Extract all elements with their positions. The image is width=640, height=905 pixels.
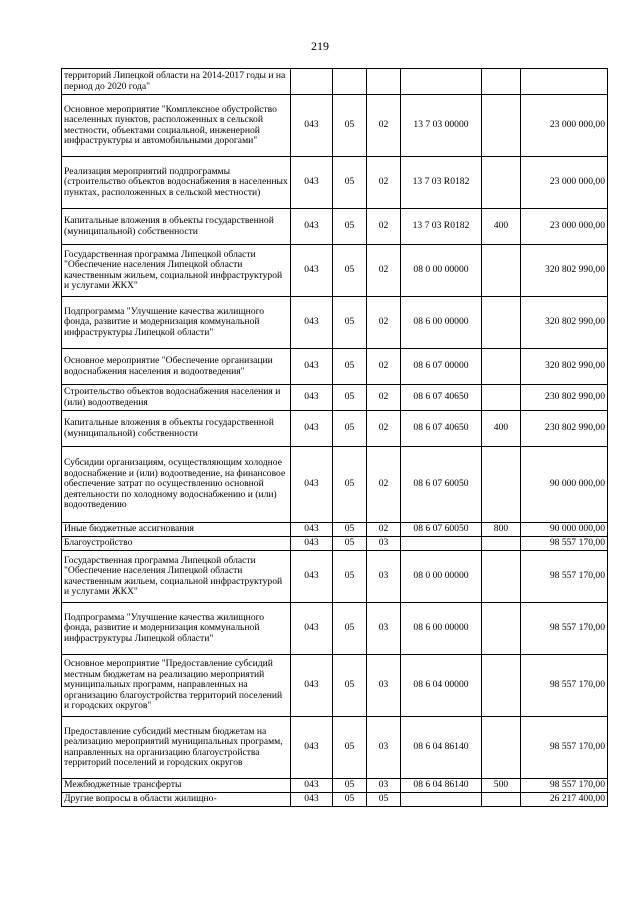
row-name-cell: Основное мероприятие "Предоставление субсидий местным бюджетам на реализацию мероприятий муниципальных программ, направленных на организацию благоустройства территорий поселений и городских округов" [62, 655, 291, 717]
amount-cell: 230 802 990,00 [521, 411, 608, 447]
budget-table-body [62, 69, 608, 807]
table-row [62, 95, 608, 157]
expense-type-cell [482, 551, 521, 603]
subsection-code-cell: 02 [367, 385, 401, 411]
amount-cell: 23 000 000,00 [521, 157, 608, 209]
subsection-code-cell: 03 [367, 717, 401, 779]
expense-type-cell [482, 349, 521, 385]
budget-table [61, 68, 608, 807]
row-name-cell: Межбюджетные трансферты [62, 779, 291, 793]
expense-type-cell [482, 655, 521, 717]
row-name-cell: Иные бюджетные ассигнования [62, 523, 291, 537]
section-code-cell: 05 [333, 717, 367, 779]
expense-type-cell [482, 297, 521, 349]
expense-type-cell [482, 447, 521, 523]
table-row [62, 793, 608, 807]
section-code-cell: 05 [333, 603, 367, 655]
section-code-cell: 05 [333, 411, 367, 447]
target-code-cell: 08 6 00 00000 [401, 603, 482, 655]
target-code-cell: 08 6 04 86140 [401, 717, 482, 779]
ministry-code-cell: 043 [291, 297, 333, 349]
row-name-cell: Подпрограмма "Улучшение качества жилищного фонда, развитие и модернизация коммунальной инфраструктуры Липецкой области" [62, 603, 291, 655]
subsection-code-cell: 03 [367, 551, 401, 603]
expense-type-cell: 400 [482, 209, 521, 245]
section-code-cell: 05 [333, 95, 367, 157]
table-row [62, 245, 608, 297]
table-row [62, 385, 608, 411]
table-row [62, 69, 608, 95]
ministry-code-cell: 043 [291, 157, 333, 209]
table-row [62, 447, 608, 523]
target-code-cell: 08 6 04 00000 [401, 655, 482, 717]
ministry-code-cell: 043 [291, 779, 333, 793]
subsection-code-cell: 02 [367, 157, 401, 209]
section-code-cell: 05 [333, 157, 367, 209]
ministry-code-cell: 043 [291, 209, 333, 245]
subsection-code-cell: 02 [367, 297, 401, 349]
amount-cell: 23 000 000,00 [521, 95, 608, 157]
amount-cell: 98 557 170,00 [521, 551, 608, 603]
ministry-code-cell: 043 [291, 603, 333, 655]
amount-cell: 90 000 000,00 [521, 447, 608, 523]
ministry-code-cell: 043 [291, 411, 333, 447]
amount-cell: 23 000 000,00 [521, 209, 608, 245]
row-name-cell: Строительство объектов водоснабжения населения и (или) водоотведения [62, 385, 291, 411]
section-code-cell: 05 [333, 779, 367, 793]
row-name-cell: Основное мероприятие "Обеспечение организации водоснабжения населения и водоотведения" [62, 349, 291, 385]
expense-type-cell [482, 95, 521, 157]
ministry-code-cell: 043 [291, 655, 333, 717]
amount-cell: 98 557 170,00 [521, 655, 608, 717]
expense-type-cell: 800 [482, 523, 521, 537]
expense-type-cell [482, 717, 521, 779]
section-code-cell: 05 [333, 537, 367, 551]
table-row [62, 779, 608, 793]
table-row [62, 411, 608, 447]
table-row [62, 157, 608, 209]
row-name-cell: Подпрограмма "Улучшение качества жилищного фонда, развитие и модернизация коммунальной инфраструктуры Липецкой области" [62, 297, 291, 349]
target-code-cell: 08 6 04 86140 [401, 779, 482, 793]
expense-type-cell [482, 537, 521, 551]
row-name-cell: Государственная программа Липецкой области "Обеспечение населения Липецкой области качественным жильем, социальной инфраструктурой и услугами ЖКХ" [62, 551, 291, 603]
table-row [62, 551, 608, 603]
section-code-cell: 05 [333, 385, 367, 411]
ministry-code-cell: 043 [291, 717, 333, 779]
section-code-cell: 05 [333, 297, 367, 349]
amount-cell [521, 69, 608, 95]
subsection-code-cell: 02 [367, 411, 401, 447]
ministry-code-cell: 043 [291, 95, 333, 157]
expense-type-cell: 400 [482, 411, 521, 447]
amount-cell: 26 217 400,00 [521, 793, 608, 807]
section-code-cell: 05 [333, 551, 367, 603]
subsection-code-cell: 02 [367, 349, 401, 385]
row-name-cell: Основное мероприятие "Комплексное обустройство населенных пунктов, расположенных в сельской местности, объектами социальной, инженерной инфраструктуры и автомобильными дорогами" [62, 95, 291, 157]
ministry-code-cell: 043 [291, 245, 333, 297]
ministry-code-cell: 043 [291, 551, 333, 603]
subsection-code-cell: 03 [367, 655, 401, 717]
expense-type-cell: 500 [482, 779, 521, 793]
section-code-cell: 05 [333, 349, 367, 385]
section-code-cell [333, 69, 367, 95]
amount-cell: 90 000 000,00 [521, 523, 608, 537]
subsection-code-cell: 02 [367, 209, 401, 245]
amount-cell: 98 557 170,00 [521, 537, 608, 551]
subsection-code-cell: 03 [367, 779, 401, 793]
expense-type-cell [482, 245, 521, 297]
section-code-cell: 05 [333, 793, 367, 807]
row-name-cell: Государственная программа Липецкой области "Обеспечение населения Липецкой области качественным жильем, социальной инфраструктурой и услугами ЖКХ" [62, 245, 291, 297]
target-code-cell: 08 6 07 40650 [401, 411, 482, 447]
ministry-code-cell: 043 [291, 523, 333, 537]
row-name-cell: Капитальные вложения в объекты государственной (муниципальной) собственности [62, 209, 291, 245]
row-name-cell: Благоустройство [62, 537, 291, 551]
target-code-cell: 08 6 07 00000 [401, 349, 482, 385]
amount-cell: 320 802 990,00 [521, 297, 608, 349]
amount-cell: 98 557 170,00 [521, 717, 608, 779]
ministry-code-cell: 043 [291, 447, 333, 523]
ministry-code-cell: 043 [291, 385, 333, 411]
page-number: 219 [311, 39, 329, 53]
amount-cell: 320 802 990,00 [521, 245, 608, 297]
target-code-cell [401, 537, 482, 551]
section-code-cell: 05 [333, 523, 367, 537]
target-code-cell: 08 0 00 00000 [401, 551, 482, 603]
expense-type-cell [482, 69, 521, 95]
subsection-code-cell: 02 [367, 95, 401, 157]
subsection-code-cell: 02 [367, 447, 401, 523]
target-code-cell: 08 6 07 60050 [401, 447, 482, 523]
expense-type-cell [482, 793, 521, 807]
row-name-cell: Другие вопросы в области жилищно- [62, 793, 291, 807]
row-name-cell: Реализация мероприятий подпрограммы (строительство объектов водоснабжения в населенных пунктах, расположенных в сельской местности) [62, 157, 291, 209]
ministry-code-cell: 043 [291, 793, 333, 807]
target-code-cell [401, 69, 482, 95]
amount-cell: 98 557 170,00 [521, 603, 608, 655]
table-row [62, 297, 608, 349]
expense-type-cell [482, 157, 521, 209]
subsection-code-cell: 03 [367, 537, 401, 551]
target-code-cell: 08 0 00 00000 [401, 245, 482, 297]
target-code-cell: 13 7 03 R0182 [401, 157, 482, 209]
target-code-cell [401, 793, 482, 807]
section-code-cell: 05 [333, 447, 367, 523]
ministry-code-cell: 043 [291, 537, 333, 551]
subsection-code-cell [367, 69, 401, 95]
target-code-cell: 13 7 03 R0182 [401, 209, 482, 245]
target-code-cell: 13 7 03 00000 [401, 95, 482, 157]
table-row [62, 537, 608, 551]
target-code-cell: 08 6 07 60050 [401, 523, 482, 537]
table-row [62, 603, 608, 655]
ministry-code-cell: 043 [291, 349, 333, 385]
subsection-code-cell: 05 [367, 793, 401, 807]
table-row [62, 349, 608, 385]
row-name-cell: территорий Липецкой области на 2014-2017 годы и на период до 2020 года" [62, 69, 291, 95]
target-code-cell: 08 6 07 40650 [401, 385, 482, 411]
table-row [62, 717, 608, 779]
ministry-code-cell [291, 69, 333, 95]
expense-type-cell [482, 385, 521, 411]
amount-cell: 230 802 990,00 [521, 385, 608, 411]
table-row [62, 523, 608, 537]
expense-type-cell [482, 603, 521, 655]
section-code-cell: 05 [333, 209, 367, 245]
subsection-code-cell: 02 [367, 245, 401, 297]
section-code-cell: 05 [333, 655, 367, 717]
amount-cell: 98 557 170,00 [521, 779, 608, 793]
table-row [62, 209, 608, 245]
row-name-cell: Капитальные вложения в объекты государственной (муниципальной) собственности [62, 411, 291, 447]
table-row [62, 655, 608, 717]
subsection-code-cell: 02 [367, 523, 401, 537]
row-name-cell: Субсидии организациям, осуществляющим холодное водоснабжение и (или) водоотведение, на финансовое обеспечение затрат по осуществлению основной деятельности по холодному водоснабжению и (или) водоотведению [62, 447, 291, 523]
section-code-cell: 05 [333, 245, 367, 297]
subsection-code-cell: 03 [367, 603, 401, 655]
amount-cell: 320 802 990,00 [521, 349, 608, 385]
target-code-cell: 08 6 00 00000 [401, 297, 482, 349]
row-name-cell: Предоставление субсидий местным бюджетам на реализацию мероприятий муниципальных программ, направленных на организацию благоустройства территорий поселений и городских округов [62, 717, 291, 779]
